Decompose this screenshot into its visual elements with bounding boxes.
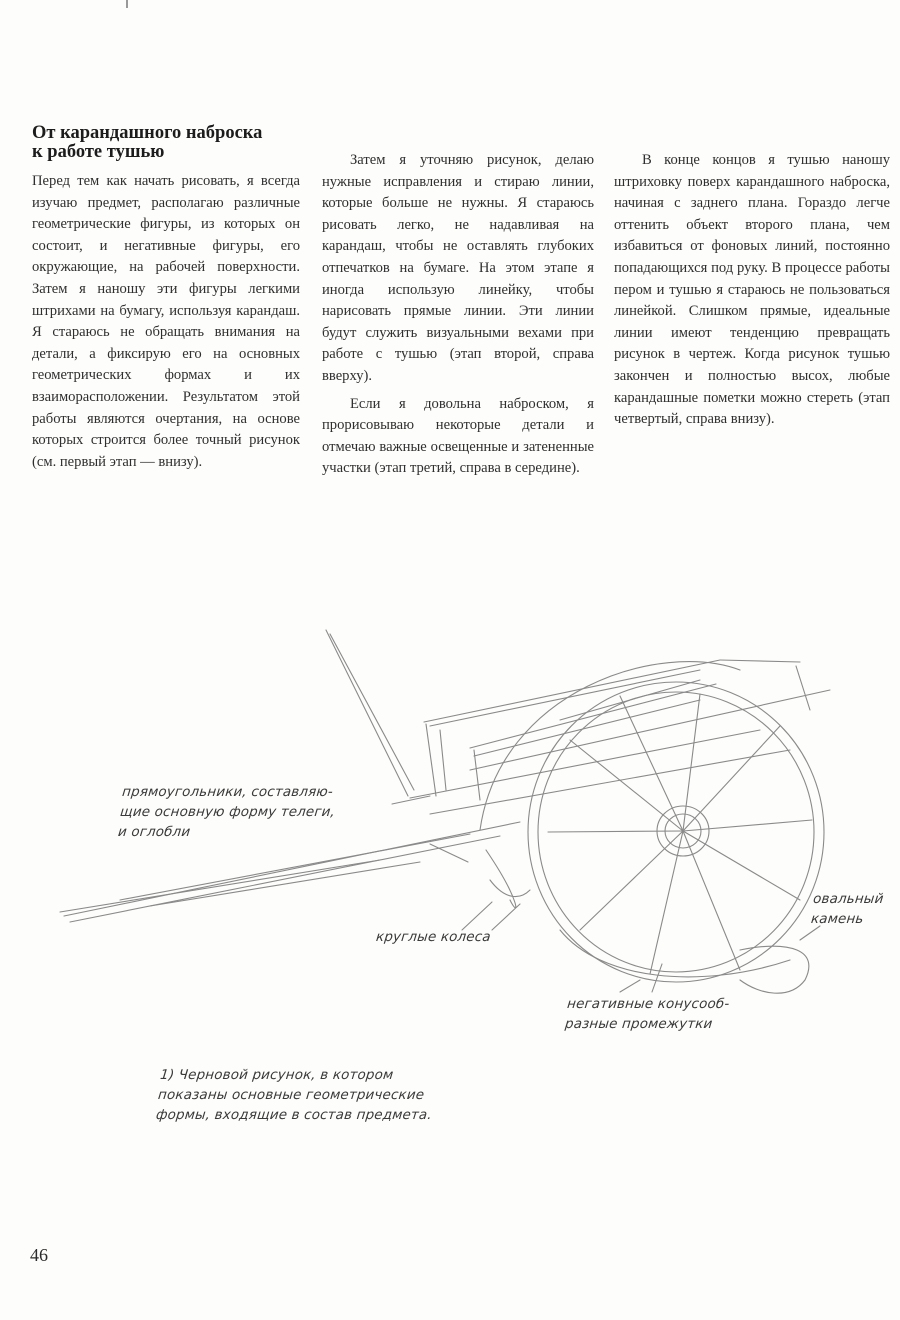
label-line: негативные конусооб- [566,997,731,1012]
paragraph: В конце концов я тушью наношу штриховку поверх карандашного наброска, начиная с заднего плана. Гораздо легче оттенить объект второго плана, чем избавиться от фоновых линий, постоянно попадающихся под руку. В процессе работы пером и тушью я стараюсь не пользоваться линейкой. Слишком прямые, идеальные линии имеют тенденцию превращать рисунок в чертеж. Когда рисунок тушью закончен и полностью высох, любые карандашные пометки можно стереть (этап четвертый, справа внизу). [614,152,890,428]
caption-line: показаны основные геометрические [157,1088,425,1103]
paragraph: Затем я уточняю рисунок, делаю нужные исправления и стираю линии, которые больше не нужны. Я стараюсь рисовать легко, не надавливая на карандаш, чтобы не оставлять глубоких отпечатков на бумаге. На этом этапе я иногда использую линейку, чтобы нарисовать прямые линии. Эти линии будут служить визуальными вехами при работе с тушью (этап второй, справа вверху). [322,152,594,384]
scan-mark [126,0,128,8]
figure-caption [155,1066,437,1126]
text-column-3 [614,150,890,431]
leader-line [462,902,492,930]
paragraph: Если я довольна наброском, я прорисовываю некоторые детали и отмечаю важные освещенные и затененные участки (этап третий, справа в середине). [322,395,594,477]
text-column-2 [322,150,594,480]
label-line: щие основную форму телеги, [119,805,336,820]
label-line: круглые колеса [375,930,492,945]
stone [560,930,790,977]
heading-line-2: к работе тушью [32,142,165,162]
page-number: 46 [30,1245,48,1265]
label-wheels [375,928,492,948]
label-line: овальный [812,892,885,907]
text-column-1 [32,171,300,473]
label-stone [810,890,885,930]
body-line [424,660,720,722]
label-line: и оглобли [117,825,192,840]
label-rectangles [117,783,338,843]
caption-line: 1) Черновой рисунок, в котором [159,1068,395,1083]
paragraph: Перед тем как начать рисовать, я всегда изучаю предмет, располагаю различные геометрические фигуры, из которых он состоит, и негативные фигуры, его окружающие, на рабочей поверхности. Затем я наношу эти фигуры легкими штрихами на бумагу, используя карандаш. Я стараюсь не обращать внимания на детали, а фиксирую его на основных геометрических формах и их взаиморасположении. Результатом этой работы являются очертания, на основе которых строится более точный рисунок (см. первый этап — внизу). [32,173,300,470]
heading-line-1: От карандашного наброска [32,123,263,143]
rear-wheel [480,662,740,830]
label-negative-spaces [564,995,730,1035]
label-line: камень [810,912,865,927]
section-heading [32,124,302,162]
caption-line: формы, входящие в состав предмета. [155,1108,433,1123]
label-line: разные промежутки [564,1017,714,1032]
spoke [620,696,683,831]
shaft-line [70,836,500,922]
label-line: прямоугольники, составляю- [121,785,334,800]
pole-line [326,630,408,796]
